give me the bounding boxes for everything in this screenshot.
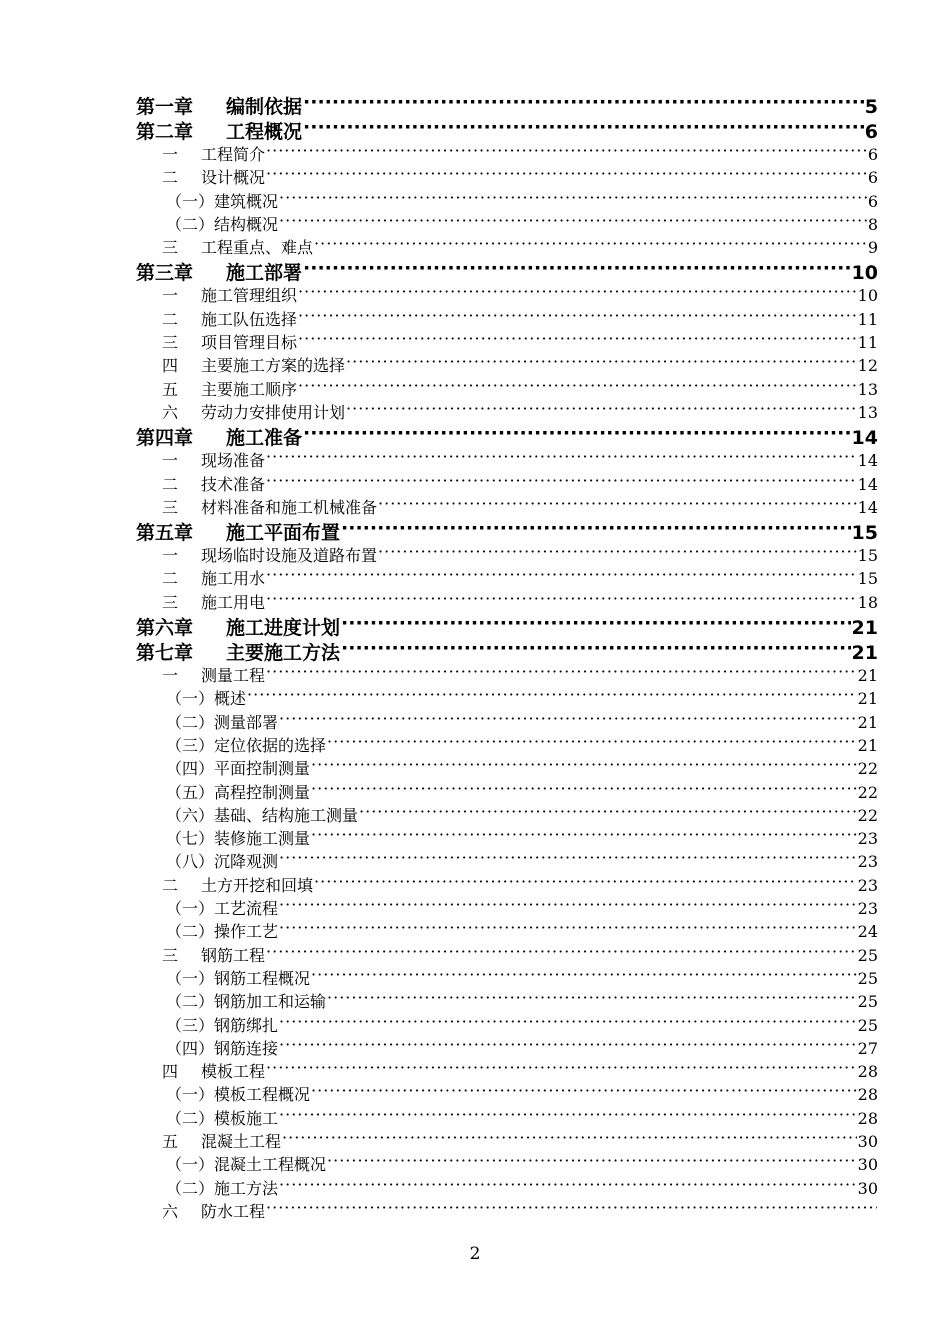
toc-entry-title: 主要施工方案的选择 [201,356,346,376]
toc-entry-title: 施工进度计划 [226,617,341,640]
toc-section-entry[interactable] [136,756,878,779]
toc-entry-page: 30 [857,1131,878,1151]
dot-leader [266,144,867,160]
toc-entry-title: （二）施工方法 [166,1178,279,1198]
toc-entry-title: （四）平面控制测量 [166,759,311,779]
toc-entry-page: 21 [857,712,878,732]
toc-section-entry[interactable] [136,1199,878,1222]
toc-entry-number: 三 [162,945,179,965]
toc-entry-page: 15 [851,522,878,545]
dot-leader [327,735,857,751]
toc-entry-page: 24 [857,922,878,942]
toc-entry-page: 22 [857,782,878,802]
toc-entry-title: （五）高程控制测量 [166,782,311,802]
toc-entry-page: 23 [857,875,878,895]
toc-entry-title: （二）模板施工 [166,1108,279,1128]
toc-section-entry[interactable] [136,543,878,566]
toc-entry-number: 三 [162,333,179,353]
toc-entry-number: 六 [162,1201,179,1221]
dot-leader [266,450,857,466]
toc-entry-page: 11 [857,309,878,329]
toc-entry-page: 23 [857,899,878,919]
dot-leader [266,1061,857,1077]
toc-entry-page: 14 [857,497,878,517]
toc-chapter-entry[interactable] [136,638,878,663]
toc-entry-number: 一 [162,451,179,471]
toc-section-entry[interactable] [136,165,878,188]
dot-leader [359,805,857,821]
toc-entry-number: 五 [162,379,179,399]
toc-entry-page: 25 [857,945,878,965]
toc-entry-number: 第六章 [136,617,194,640]
toc-chapter-entry[interactable] [136,117,878,142]
toc-entry-title: 施工准备 [226,427,303,450]
toc-entry-page: 23 [857,829,878,849]
toc-section-entry[interactable] [136,733,878,756]
dot-leader [279,1178,857,1194]
toc-section-entry[interactable] [136,1036,878,1059]
dot-leader [266,1201,877,1217]
dot-leader [279,712,857,728]
toc-entry-number: 第四章 [136,427,194,450]
toc-entry-title: （二）结构概况 [166,214,279,234]
toc-entry-page: 25 [857,968,878,988]
toc-entry-number: 第七章 [136,642,194,665]
toc-section-entry[interactable] [136,896,878,919]
toc-entry-page: 30 [857,1178,878,1198]
toc-entry-page: 13 [857,379,878,399]
toc-entry-page: 6 [867,168,878,188]
dot-leader [266,474,857,490]
toc-chapter-entry[interactable] [136,258,878,283]
toc-entry-title: 项目管理目标 [201,333,298,353]
toc-entry-page: 21 [857,689,878,709]
toc-entry-page: 14 [851,427,878,450]
dot-leader [303,119,864,138]
toc-entry-title: （一）模板工程概况 [166,1085,311,1105]
toc-entry-title: 混凝土工程 [201,1131,282,1151]
toc-entry-title: （六）基础、结构施工测量 [166,805,359,825]
toc-entry-page: 5 [864,96,878,118]
toc-entry-number: 二 [162,309,179,329]
dot-leader [303,425,851,444]
toc-entry-page: 8 [867,214,878,234]
dot-leader [311,968,857,984]
toc-section-entry[interactable] [136,1082,878,1105]
dot-leader [279,214,867,230]
dot-leader [303,260,851,279]
dot-leader [266,568,857,584]
toc-section-entry[interactable] [136,189,878,212]
toc-entry-page: 9 [867,238,878,258]
toc-entry-page: 27 [857,1038,878,1058]
toc-entry-number: 四 [162,1062,179,1082]
toc-section-entry[interactable] [136,1176,878,1199]
toc-entry-title: （二）操作工艺 [166,922,279,942]
toc-entry-page: 18 [857,592,878,612]
dot-leader [266,592,857,608]
toc-entry-title: 设计概况 [201,168,266,188]
toc-section-entry[interactable] [136,849,878,872]
toc-entry-page: 11 [857,333,878,353]
toc-section-entry[interactable] [136,566,878,589]
toc-section-entry[interactable] [136,1129,878,1152]
toc-entry-title: （一）建筑概况 [166,191,279,211]
dot-leader [314,237,867,253]
toc-entry-number: 一 [162,546,179,566]
toc-entry-title: 施工用电 [201,592,266,612]
toc-entry-page: 15 [857,569,878,589]
toc-section-entry[interactable] [136,1059,878,1082]
toc-entry-title: （一）钢筋工程概况 [166,968,311,988]
toc-entry-page: 10 [851,262,878,285]
toc-entry-number: 一 [162,145,179,164]
toc-section-entry[interactable] [136,803,878,826]
toc-entry-title: （一）工艺流程 [166,899,279,919]
toc-entry-title: 模板工程 [201,1062,266,1082]
toc-entry-page: 6 [867,191,878,211]
dot-leader [341,520,851,539]
toc-entry-number: 三 [162,592,179,612]
dot-leader [327,1154,857,1170]
toc-entry-title: 现场准备 [201,451,266,471]
toc-section-entry[interactable] [136,472,878,495]
toc-section-entry[interactable] [136,400,878,423]
dot-leader [327,991,857,1007]
toc-entry-title: （二）测量部署 [166,712,279,732]
toc-entry-title: 技术准备 [201,474,266,494]
toc-section-entry[interactable] [136,330,878,353]
toc-entry-title: （八）沉降观测 [166,852,279,872]
toc-section-entry[interactable] [136,212,878,235]
toc-entry-page: 25 [857,1015,878,1035]
dot-leader [247,688,857,704]
toc-entry-page: 21 [857,666,878,686]
toc-section-entry[interactable] [136,1013,878,1036]
toc-entry-page: 13 [857,402,878,422]
toc-entry-title: 土方开挖和回填 [201,875,314,895]
toc-entry-number: 第二章 [136,121,194,143]
toc-entry-title: 工程概况 [226,121,303,143]
toc-section-entry[interactable] [136,1152,878,1175]
dot-leader [266,167,867,183]
toc-entry-title: （二）钢筋加工和运输 [166,992,327,1012]
toc-entry-page: 22 [857,759,878,779]
toc-section-entry[interactable] [136,943,878,966]
toc-section-entry[interactable] [136,495,878,518]
toc-entry-number: 一 [162,666,179,686]
toc-entry-title: 施工队伍选择 [201,309,298,329]
toc-entry-page: 22 [857,805,878,825]
dot-leader [279,921,857,937]
toc-entry-number: 三 [162,238,179,258]
toc-section-entry[interactable] [136,283,878,306]
toc-section-entry[interactable] [136,873,878,896]
toc-entry-page: 6 [867,145,878,164]
toc-chapter-entry[interactable] [136,518,878,543]
dot-leader [266,665,857,681]
toc-entry-page: 25 [857,992,878,1012]
toc-section-entry[interactable] [136,663,878,686]
dot-leader [279,1038,857,1054]
toc-section-entry[interactable] [136,710,878,733]
dot-leader [378,497,857,513]
toc-section-entry[interactable] [136,826,878,849]
toc-section-entry[interactable] [136,780,878,803]
toc-entry-page: 28 [857,1108,878,1128]
toc-section-entry[interactable] [136,448,878,471]
dot-leader [314,875,857,891]
toc-entry-title: 测量工程 [201,666,266,686]
toc-section-entry[interactable] [136,307,878,330]
dot-leader [279,898,857,914]
toc-entry-title: 主要施工顺序 [201,379,298,399]
toc-entry-page: 12 [857,356,878,376]
toc-entry-page: 28 [857,1062,878,1082]
page-number: 2 [469,1244,481,1264]
toc-entry-number: 二 [162,569,179,589]
toc-entry-title: （四）钢筋连接 [166,1038,279,1058]
toc-section-entry[interactable] [136,353,878,376]
dot-leader [298,309,857,325]
toc-section-entry[interactable] [136,1106,878,1129]
dot-leader [346,402,857,418]
toc-entry-page: 21 [851,617,878,640]
toc-entry-title: 防水工程 [201,1201,266,1221]
toc-section-entry[interactable] [136,966,878,989]
toc-entry-page: 30 [857,1155,878,1175]
toc-entry-title: （一）概述 [166,689,247,709]
toc-section-entry[interactable] [136,686,878,709]
toc-section-entry[interactable] [136,989,878,1012]
dot-leader [266,945,857,961]
dot-leader [311,1084,857,1100]
toc-section-entry[interactable] [136,142,878,165]
toc-entry-title: 工程重点、难点 [201,238,314,258]
toc-entry-title: （三）定位依据的选择 [166,735,327,755]
toc-section-entry[interactable] [136,377,878,400]
toc-entry-title: 施工用水 [201,569,266,589]
toc-entry-number: 二 [162,474,179,494]
toc-entry-number: 第五章 [136,522,194,545]
toc-entry-page: 21 [851,642,878,665]
dot-leader [378,545,857,561]
toc-chapter-entry[interactable] [136,92,878,117]
dot-leader [298,285,857,301]
toc-entry-title: （三）钢筋绑扎 [166,1015,279,1035]
toc-entry-page: 21 [857,735,878,755]
toc-entry-title: 施工部署 [226,262,303,285]
toc-entry-title: 现场临时设施及道路布置 [201,546,378,566]
dot-leader [341,615,851,634]
toc-entry-number: 一 [162,286,179,306]
dot-leader [279,191,867,207]
toc-entry-number: 二 [162,168,179,188]
dot-leader [341,640,851,659]
toc-entry-page: 10 [857,286,878,306]
dot-leader [311,758,857,774]
dot-leader [279,1015,857,1031]
toc-entry-number: 二 [162,875,179,895]
toc-entry-title: 主要施工方法 [226,642,341,665]
toc-section-entry[interactable] [136,235,878,258]
toc-entry-number: 六 [162,402,179,422]
toc-entry-title: （七）装修施工测量 [166,829,311,849]
toc-entry-title: 劳动力安排使用计划 [201,402,346,422]
toc-entry-page: 14 [857,451,878,471]
toc-chapter-entry[interactable] [136,613,878,638]
dot-leader [346,355,857,371]
dot-leader [282,1131,857,1147]
dot-leader [279,1108,857,1124]
toc-entry-title: 钢筋工程 [201,945,266,965]
toc-entry-page: 23 [857,852,878,872]
toc-entry-page: 14 [857,474,878,494]
toc-section-entry[interactable] [136,919,878,942]
dot-leader [298,379,857,395]
toc-chapter-entry[interactable] [136,423,878,448]
dot-leader [311,828,857,844]
toc-entry-number: 三 [162,497,179,517]
toc-entry-title: 材料准备和施工机械准备 [201,497,378,517]
toc-entry-title: 施工管理组织 [201,286,298,306]
toc-entry-title: 施工平面布置 [226,522,341,545]
dot-leader [311,782,857,798]
toc-entry-number: 五 [162,1131,179,1151]
toc-entry-page: 28 [857,1085,878,1105]
dot-leader [298,332,857,348]
toc-entry-title: 工程简介 [201,145,266,164]
dot-leader [279,851,857,867]
toc-entry-number: 四 [162,356,179,376]
toc-section-entry[interactable] [136,590,878,613]
toc-entry-page: 6 [864,121,878,143]
toc-entry-page: 15 [857,546,878,566]
toc-entry-title: （一）混凝土工程概况 [166,1155,327,1175]
table-of-contents [136,92,878,1222]
toc-entry-number: 第一章 [136,96,194,118]
dot-leader [303,94,864,113]
toc-entry-number: 第三章 [136,262,194,285]
toc-entry-title: 编制依据 [226,96,303,118]
